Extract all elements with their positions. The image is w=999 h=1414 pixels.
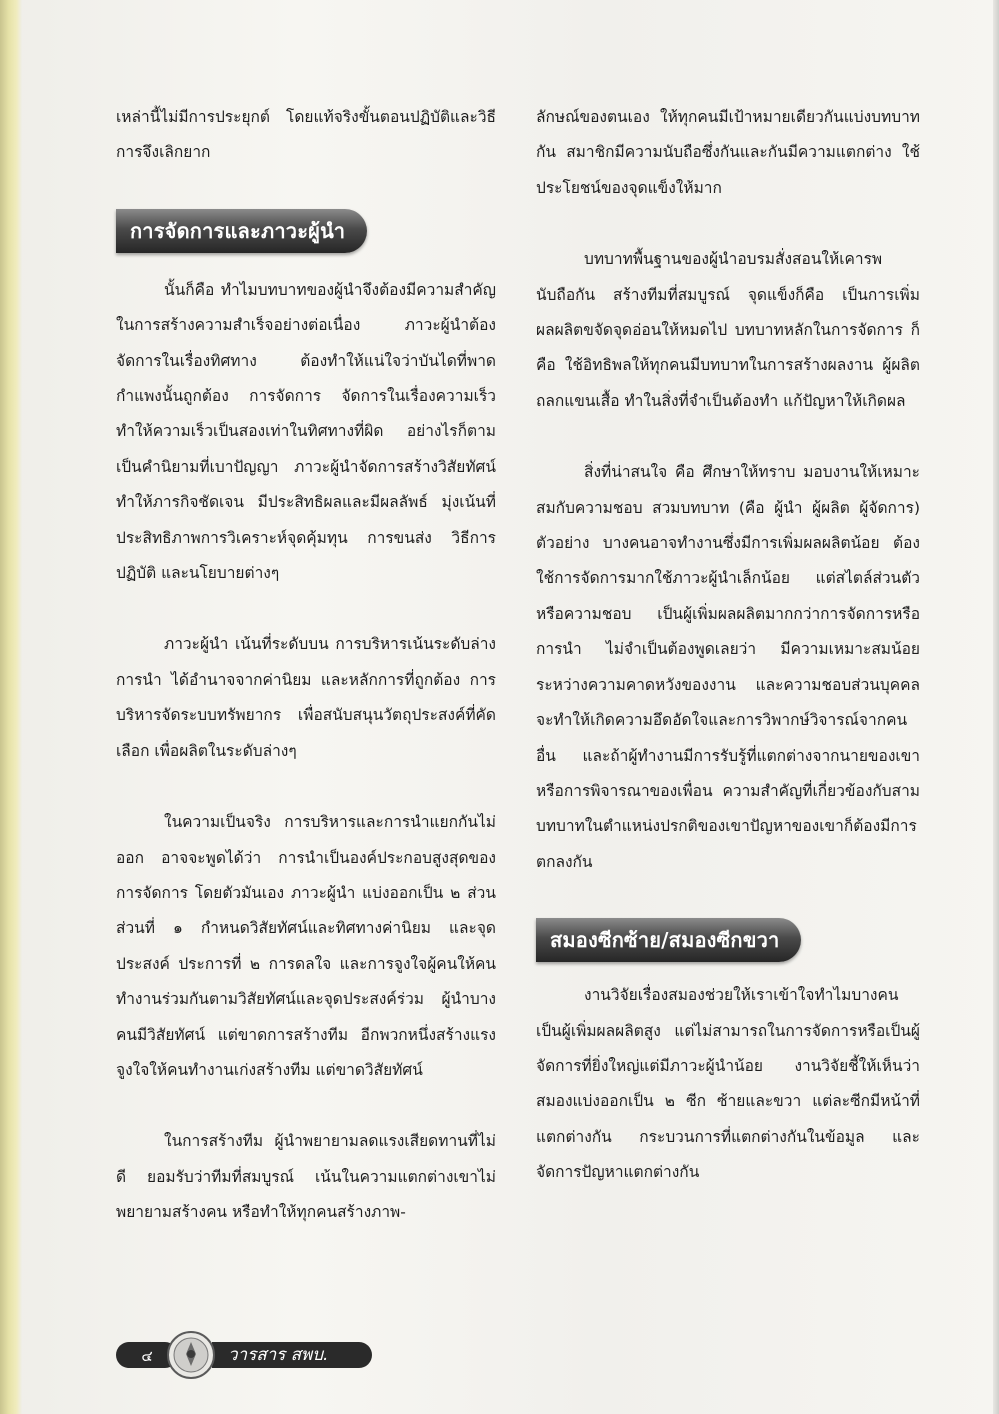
- paragraph-team-continued: ลักษณ์ของตนเอง ให้ทุกคนมีเป้าหมายเดียวกันแบ่งบทบาทกัน สมาชิกมีความนับถือซึ่งกันและกันมีความแตกต่าง ใช้ประโยชน์ของจุดแข็งให้มาก: [536, 108, 920, 197]
- page-footer: [116, 1330, 376, 1382]
- left-column: [116, 100, 496, 1231]
- paragraph-intro: เหล่านี้ไม่มีการประยุกต์ โดยแท้จริงขั้นตอนปฏิบัติและวิธีการจึงเลิกยาก: [116, 108, 496, 162]
- paragraph-basic-role: บทบาทพื้นฐานของผู้นำอบรมสั่งสอนให้เคารพนับถือกัน สร้างทีมที่สมบูรณ์ จุดแข็งก็คือ เป็นการเพิ่มผลผลิตขจัดจุดอ่อนให้หมดไป บทบาทหลักในการจัดการ ก็คือ ใช้อิทธิพลให้ทุกคนมีบทบาทในการสร้างผลงาน ผู้ผลิตถลกแขนเสื้อ ทำในสิ่งที่จำเป็นต้องทำ แก้ปัญหาให้เกิดผล: [536, 250, 920, 410]
- paragraph-leadership-1: นั้นก็คือ ทำไมบทบาทของผู้นำจึงต้องมีความสำคัญในการสร้างความสำเร็จอย่างต่อเนื่อง ภาวะผู้นำต้องจัดการในเรื่องทิศทาง ต้องทำให้แน่ใจว่าบันไดที่พาดกำแพงนั้นถูกต้อง การจัดการ จัดการในเรื่องความเร็ว ทำให้ความเร็วเป็นสองเท่าในทิศทางที่ผิด อย่างไรก็ตามเป็นคำนิยามที่เบาปัญญา ภาวะผู้นำจัดการสร้างวิสัยทัศน์ ทำให้ภารกิจชัดเจน มีประสิทธิผลและมีผลลัพธ์ มุ่งเน้นที่ประสิทธิภาพการวิเคราะห์จุดคุ้มทุน การขนส่ง วิธีการปฏิบัติ และนโยบายต่างๆ: [116, 280, 496, 583]
- heading-management-leadership: [116, 209, 496, 253]
- page-number: ๔: [141, 1347, 153, 1365]
- paragraph-leadership-3: ในความเป็นจริง การบริหารและการนำแยกกันไม่ออก อาจจะพูดได้ว่า การนำเป็นองค์ประกอบสูงสุดของการจัดการ โดยตัวมันเอง ภาวะผู้นำ แบ่งออกเป็น ๒ ส่วน ส่วนที่ ๑ กำหนดวิสัยทัศน์และทิศทางค่านิยม และจุดประสงค์ ประการที่ ๒ การดลใจ และการจูงใจผู้คนให้คนทำงานร่วมกันตามวิสัยทัศน์และจุดประสงค์ร่วม ผู้นำบางคนมีวิสัยทัศน์ แต่ขาดการสร้างทีม อีกพวกหนึ่งสร้างแรงจูงใจให้คนทำงานเก่งสร้างทีม แต่ขาดวิสัยทัศน์: [116, 813, 496, 1079]
- paragraph-leadership-2: ภาวะผู้นำ เน้นที่ระดับบน การบริหารเน้นระดับล่าง การนำ ได้อำนาจจากค่านิยม และหลักการที่ถูกต้อง การบริหารจัดระบบทรัพยากร เพื่อสนับสนุนวัตถุประสงค์ที่คัดเลือก เพื่อผลิตในระดับล่างๆ: [116, 635, 496, 760]
- section-heading: การจัดการและภาวะผู้นำ: [116, 209, 367, 253]
- emblem-seal-icon: [166, 1330, 216, 1380]
- heading-left-right-brain: [536, 918, 920, 962]
- paragraph-leadership-4: ในการสร้างทีม ผู้นำพยายามลดแรงเสียดทานที่ไม่ดี ยอมรับว่าทีมที่สมบูรณ์ เน้นในความแตกต่างเขาไม่พยายามสร้างคน หรือทำให้ทุกคนสร้างภาพ-: [116, 1132, 496, 1222]
- paragraph-interesting: สิ่งที่น่าสนใจ คือ ศึกษาให้ทราบ มอบงานให้เหมาะสมกับความชอบ สวมบทบาท (คือ ผู้นำ ผู้ผลิต ผู้จัดการ) ตัวอย่าง บางคนอาจทำงานซึ่งมีการเพิ่มผลผลิตน้อย ต้องใช้การจัดการมากใช้ภาวะผู้นำเล็กน้อย แต่สไตล์ส่วนตัวหรือความชอบ เป็นผู้เพิ่มผลผลิตมากกว่าการจัดการหรือการนำ ไม่จำเป็นต้องพูดเลยว่า มีความเหมาะสมน้อย ระหว่างความคาดหวังของงาน และความชอบส่วนบุคคลจะทำให้เกิดความอึดอัดใจและการวิพากษ์วิจารณ์จากคนอื่น และถ้าผู้ทำงานมีการรับรู้ที่แตกต่างจากนายของเขา หรือการพิจารณาของเพื่อน ความสำคัญที่เกี่ยวข้องกับสามบทบาทในตำแหน่งปรกติของเขาปัญหาของเขาก็ต้องมีการตกลงกัน: [536, 463, 920, 871]
- right-column: [536, 100, 920, 1191]
- journal-title: วารสาร สพบ.: [228, 1345, 329, 1365]
- section-heading: สมองซีกซ้าย/สมองซีกขวา: [536, 918, 801, 962]
- page-edge: [993, 0, 999, 1414]
- binding-spine: [0, 0, 22, 1414]
- paragraph-brain-research: งานวิจัยเรื่องสมองช่วยให้เราเข้าใจทำไมบางคนเป็นผู้เพิ่มผลผลิตสูง แต่ไม่สามารถในการจัดการหรือเป็นผู้จัดการที่ยิ่งใหญ่แต่มีภาวะผู้นำน้อย งานวิจัยชี้ให้เห็นว่าสมองแบ่งออกเป็น ๒ ซีก ซ้ายและขวา แต่ละซีกมีหน้าที่แตกต่างกัน กระบวนการที่แตกต่างกันในข้อมูล และจัดการปัญหาแตกต่างกัน: [536, 986, 920, 1182]
